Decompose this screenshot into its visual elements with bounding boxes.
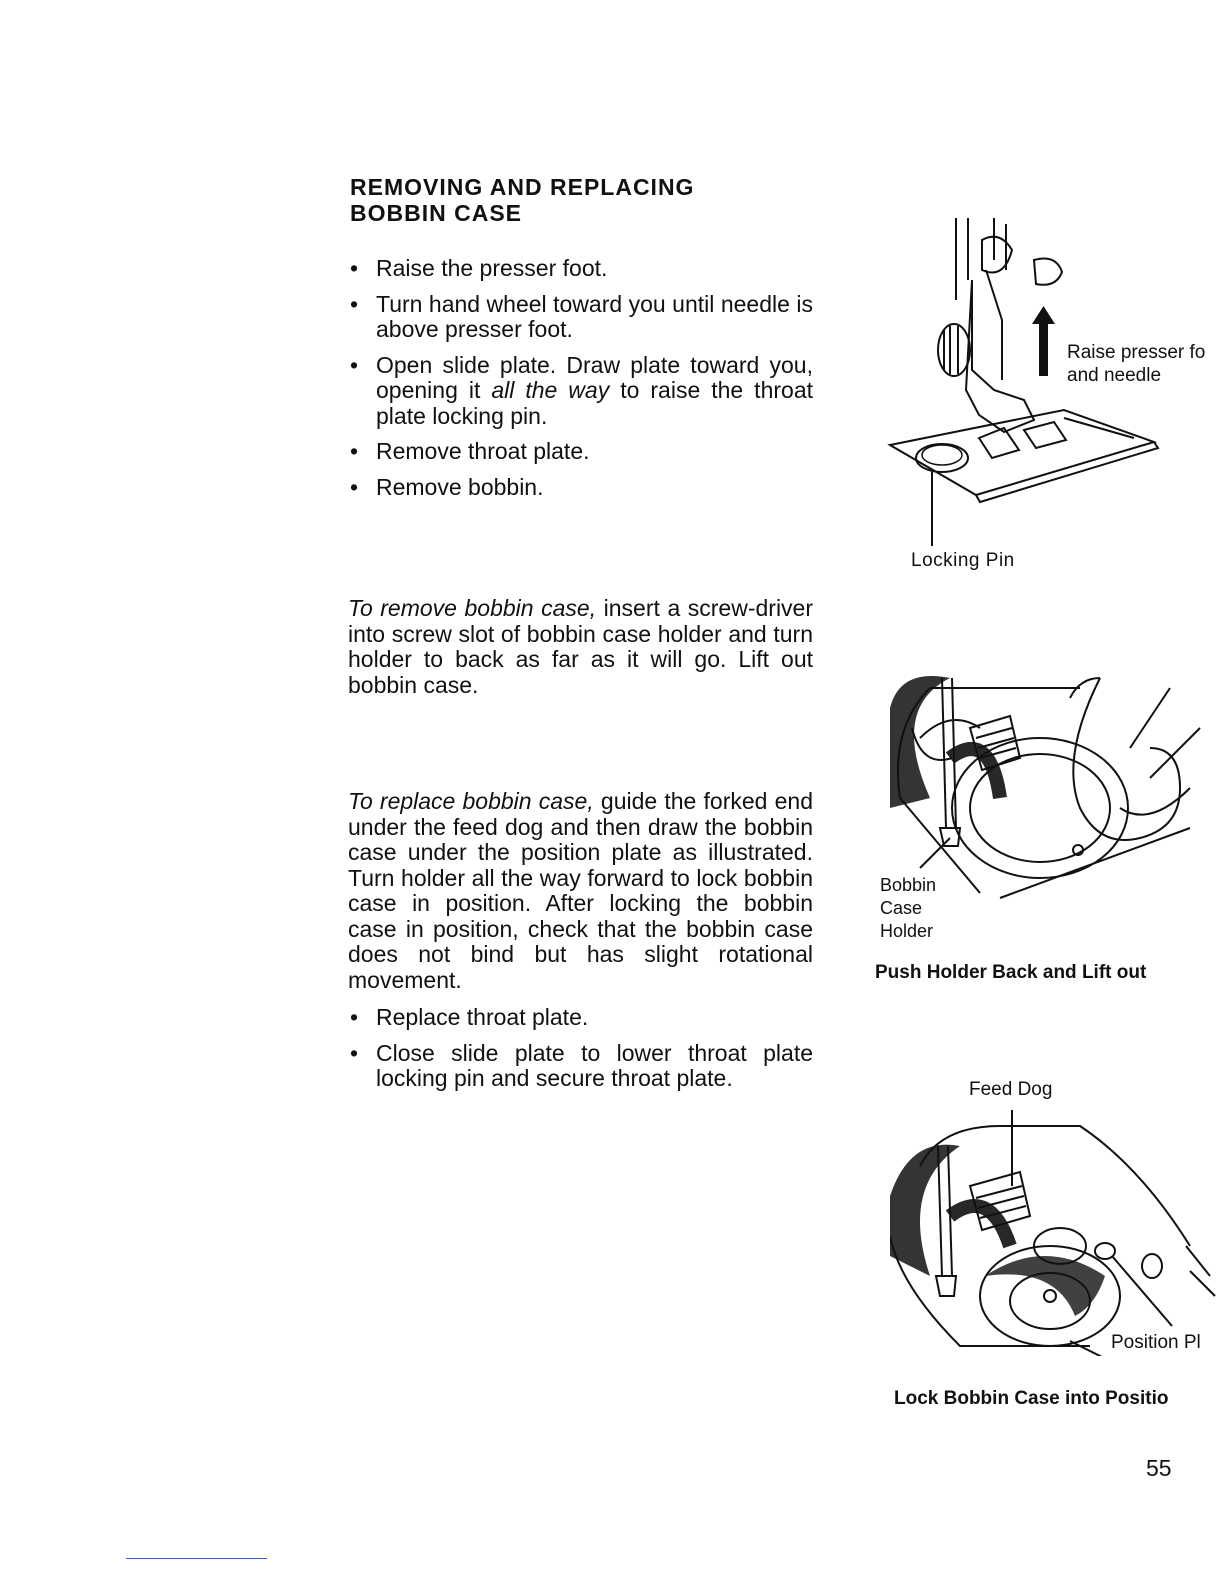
figure-caption-push-holder: Push Holder Back and Lift out	[875, 962, 1147, 983]
list-item: • Turn hand wheel toward you until needle is above presser foot.	[348, 292, 813, 343]
footer-rule	[126, 1558, 267, 1559]
presser-foot-illustration	[884, 210, 1224, 580]
list-item: • Remove throat plate.	[348, 439, 813, 465]
replace-emphasis: To replace bobbin case,	[348, 788, 594, 814]
feed-dog-label: Feed Dog	[969, 1079, 1053, 1100]
bobbin-removal-illustration	[890, 668, 1224, 908]
raise-presser-label: Raise presser fo and needle	[1067, 342, 1206, 386]
bobbin-case-holder-label: Bobbin Case Holder	[880, 875, 937, 941]
replace-paragraph: To replace bobbin case, guide the forked end under the feed dog and then draw the bobbin case under the position plate as illustrated. Turn holder all the way forward to lock bobbin case in position. After locking the bobbin case in position, check that the bobbin case does not bind but has slight rotational movement.	[348, 788, 813, 993]
list-item: • Open slide plate. Draw plate toward you, opening it all the way to raise the throat plate locking pin.	[348, 353, 813, 430]
figure-caption-lock-bobbin: Lock Bobbin Case into Positio	[894, 1388, 1169, 1409]
list-item: • Remove bobbin.	[348, 475, 813, 501]
list-item: • Replace throat plate.	[348, 1005, 813, 1031]
position-plate-label: Position Pl	[1111, 1332, 1201, 1353]
title-line-2: BOBBIN CASE	[350, 200, 523, 226]
remove-paragraph: To remove bobbin case, insert a screw-driver into screw slot of bobbin case holder and turn holder to back as far as it will go. Lift out bobbin case.	[348, 595, 814, 698]
page-number: 55	[1146, 1455, 1172, 1481]
list-item: • Raise the presser foot.	[348, 256, 813, 282]
steps-list-top	[348, 256, 813, 510]
figure-push-holder	[890, 668, 1224, 908]
list-item: • Close slide plate to lower throat plate locking pin and secure throat plate.	[348, 1041, 813, 1092]
steps-list-bottom	[348, 1005, 813, 1102]
figure-presser-foot	[884, 210, 1224, 580]
figure-lock-bobbin	[890, 1106, 1224, 1356]
locking-pin-label: Locking Pin	[911, 550, 1015, 571]
remove-emphasis: To remove bobbin case,	[348, 595, 597, 621]
title-line-1: REMOVING AND REPLACING	[350, 174, 695, 200]
page-title	[350, 174, 830, 226]
bobbin-lock-illustration	[890, 1106, 1224, 1356]
